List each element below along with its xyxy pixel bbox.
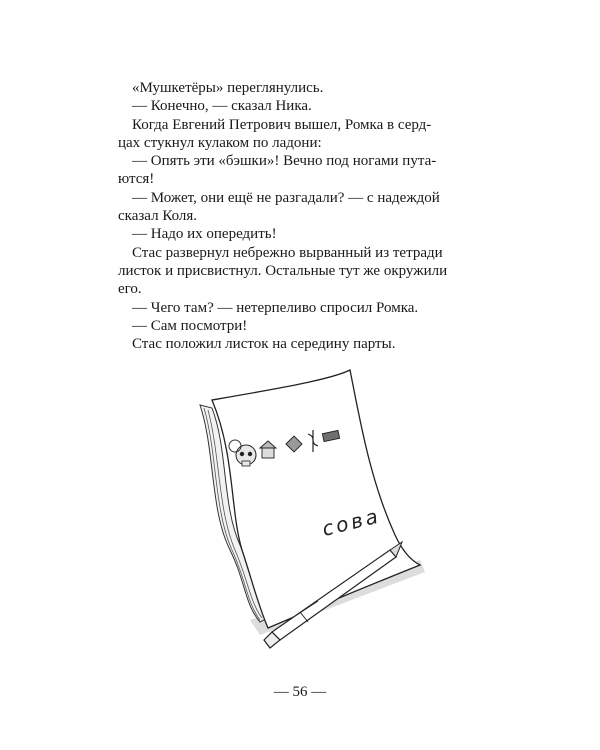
text-line: сказал Коля.	[118, 208, 198, 225]
text-line: листок и присвистнул. Остальные тут же окружили	[118, 262, 448, 279]
text-line: — Конечно, — сказал Ника.	[132, 98, 312, 115]
handwritten-word: сова	[319, 503, 383, 541]
text-line: — Сам посмотри!	[132, 317, 248, 334]
paper-sheet	[212, 370, 420, 628]
text-line: цах стукнул кулаком по ладони:	[118, 134, 322, 151]
text-line: — Надо их опередить!	[132, 226, 277, 243]
house-icon	[262, 448, 274, 458]
text-line: Когда Евгений Петрович вышел, Ромка в серд-	[132, 116, 432, 133]
text-line: «Мушкетёры» переглянулись.	[132, 80, 324, 96]
text-line: его.	[118, 281, 142, 298]
text-line: — Может, они ещё не разгадали? — с надеждой	[132, 189, 440, 206]
text-line: ются!	[118, 171, 155, 188]
page-number: — 56 —	[273, 684, 327, 700]
text-line: — Чего там? — нетерпеливо спросил Ромка.	[132, 299, 419, 316]
notebook-illustration	[190, 360, 430, 665]
text-line: Стас развернул небрежно вырванный из тетради	[132, 244, 443, 261]
text-line: — Опять эти «бэшки»! Вечно под ногами пута-	[132, 153, 437, 170]
body-text	[118, 79, 474, 353]
text-line: Стас положил листок на середину парты.	[132, 336, 396, 353]
